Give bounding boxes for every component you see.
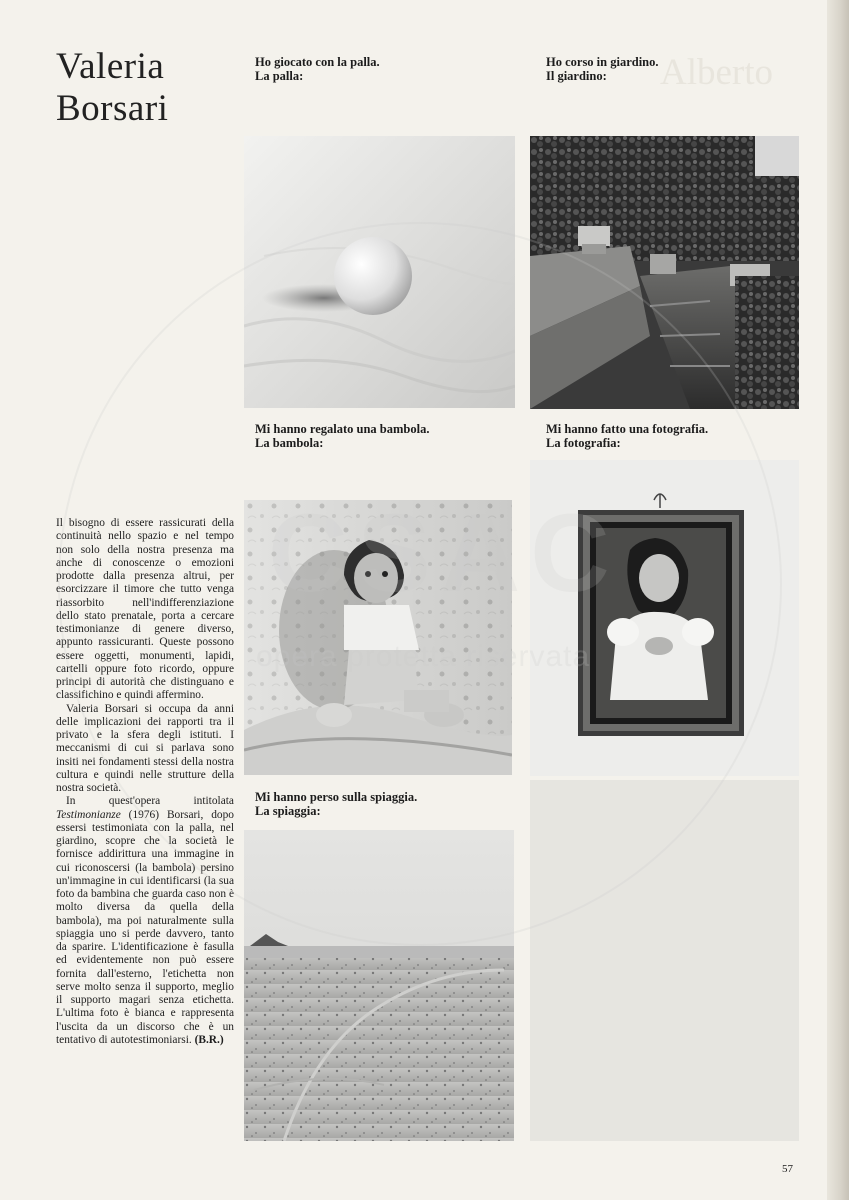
caption-ball-line1: Ho giocato con la palla. (255, 55, 380, 69)
article-paragraph-3-text: (1976) Borsari, dopo essersi testimoniata con la palla, nel giardino, scopre che la società le fornisce addirittura una immagine in cui riconoscersi (la bambola) persino un'immagine in cui identificarsi (la sua foto da bambina che guarda caso non è molto diversa da quella della bambola), ma poi naturalmente sulla spiaggia uno si perde davvero, tanto da sparire. L'identificazione è fasulla ed evidentemente non può essere fornita dall'esterno, l'etichetta non serve molto senza il supporto, meglio il supporto magari senza etichetta. L'ultima foto è bianca e rappresenta l'uscita da un discorso che è un tentativo di autotestimoniarsi. (56, 808, 234, 1046)
caption-ball (255, 55, 380, 83)
article-paragraph-2: Valeria Borsari si occupa da anni delle implicazioni dei rapporti tra il privato e la sfera degli istituti. I meccanismi di cui si parlava sono insiti nei fondamenti stessi della nostra cultura e quindi nelle strutture della nostra società. (56, 702, 234, 794)
author-name (56, 46, 168, 130)
watermark-logo: CSAC (268, 492, 620, 615)
work-title: Testimonianze (56, 808, 121, 821)
article-paragraph-3-intro: In quest'opera intitolata (66, 795, 234, 808)
caption-photograph-line2: La fotografia: (546, 436, 621, 450)
caption-doll-line2: La bambola: (255, 436, 324, 450)
page-number: 57 (782, 1163, 793, 1175)
article-paragraph-1: Il bisogno di essere rassicurati della continuità nello spazio e nel tempo non solo della nostra presenza ma anche di conoscenze o emozioni prodotte dalla presenza altrui, per esorcizzare il timore che tutto venga riassorbito nell'indifferenziazione dello stato prenatale, porta a cercare testimonianze di genere diverso, appunto rassicuranti. Queste possono essere oggetti, monumenti, lapidi, cartelli oppure foto ricordo, oppure principi di autorità che distinguano e classifichino e quindi affermino. (56, 517, 234, 702)
caption-doll-line1: Mi hanno regalato una bambola. (255, 422, 430, 436)
watermark-text: opera protetta riservata (256, 640, 591, 673)
author-initials: (B.R.) (194, 1033, 224, 1046)
caption-garden-line1: Ho corso in giardino. (546, 55, 659, 69)
caption-beach-line2: La spiaggia: (255, 804, 321, 818)
caption-garden (546, 55, 659, 83)
caption-garden-line2: Il giardino: (546, 69, 607, 83)
ghost-show-through-title: Alberto (660, 52, 774, 93)
author-last-name: Borsari (56, 88, 169, 129)
author-first-name: Valeria (56, 46, 165, 87)
caption-beach-line1: Mi hanno perso sulla spiaggia. (255, 790, 418, 804)
page-spine-shadow (827, 0, 849, 1200)
caption-ball-line2: La palla: (255, 69, 304, 83)
caption-photograph-line1: Mi hanno fatto una fotografia. (546, 422, 709, 436)
